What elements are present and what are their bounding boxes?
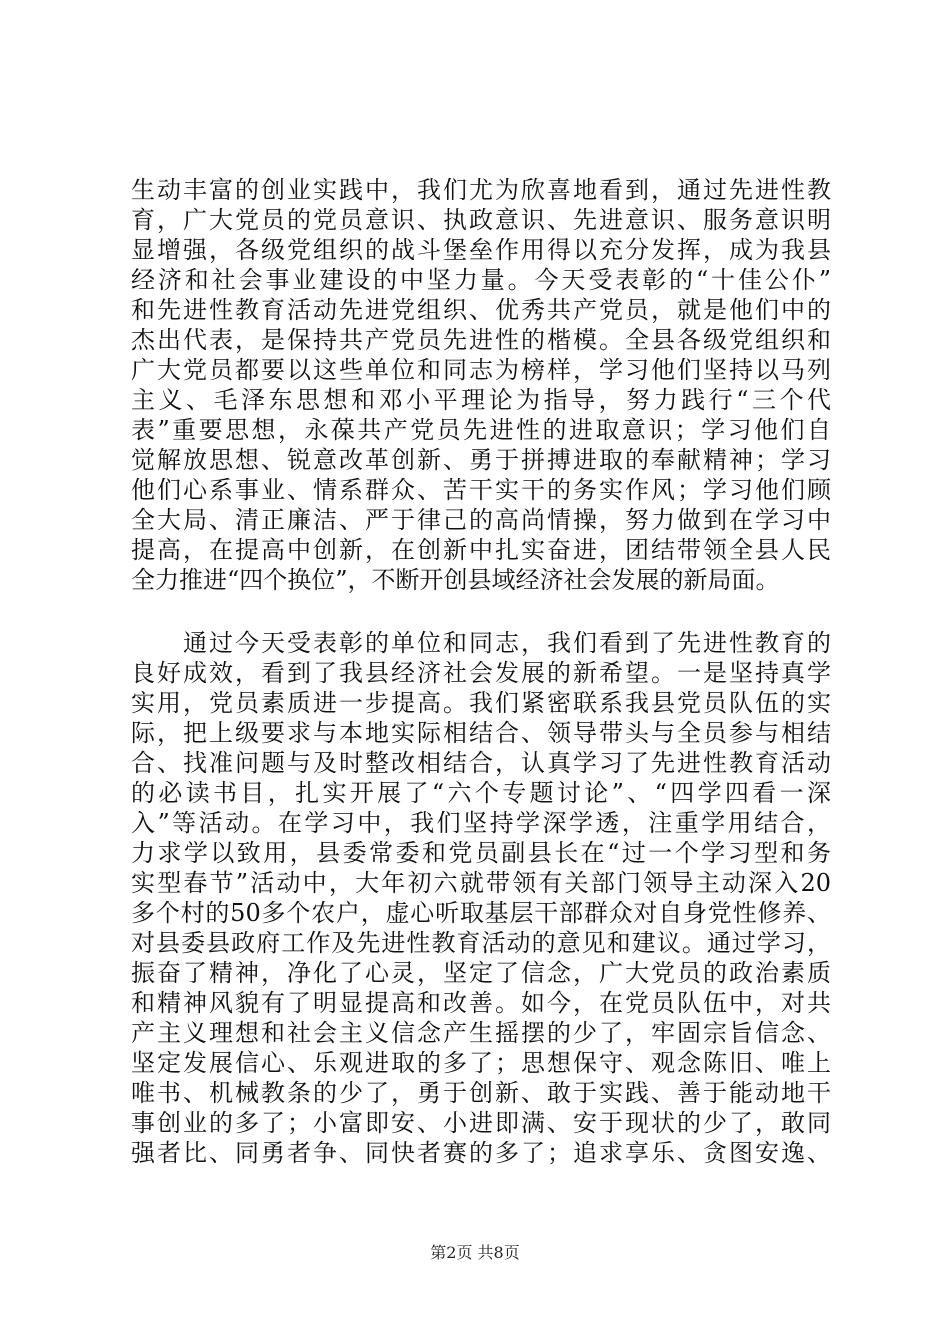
text-line: 经济和社会事业建设的中坚力量。今天受表彰的“十佳公仆” <box>131 266 831 294</box>
text-line: 入”等活动。在学习中，我们坚持学深学透，注重学用结合， <box>131 809 831 837</box>
text-line: 显增强，各级党组织的战斗堡垒作用得以充分发挥，成为我县 <box>131 236 831 264</box>
page-number-footer: 第2页 共8页 <box>430 1243 520 1262</box>
text-line: 强者比、同勇者争、同快者赛的多了；追求享乐、贪图安逸、 <box>131 1139 831 1167</box>
text-line: 广大党员都要以这些单位和同志为榜样，学习他们坚持以马列 <box>131 356 831 384</box>
text-line: 产主义理想和社会主义信念产生摇摆的少了，牢固宗旨信念、 <box>131 1019 831 1047</box>
text-line: 良好成效，看到了我县经济社会发展的新希望。一是坚持真学 <box>131 659 831 687</box>
text-line: 主义、毛泽东思想和邓小平理论为指导，努力践行“三个代 <box>131 386 831 414</box>
text-line: 事创业的多了；小富即安、小进即满、安于现状的少了，敢同 <box>131 1109 831 1137</box>
text-line: 坚定发展信心、乐观进取的多了；思想保守、观念陈旧、唯上 <box>131 1049 831 1077</box>
text-line: 振奋了精神，净化了心灵，坚定了信念，广大党员的政治素质 <box>131 959 831 987</box>
text-line: 和精神风貌有了明显提高和改善。如今，在党员队伍中，对共 <box>131 989 831 1017</box>
text-line: 全大局、清正廉洁、严于律己的高尚情操，努力做到在学习中 <box>131 506 831 534</box>
body-paragraph-2 <box>131 628 831 1168</box>
text-line: 多个村的50多个农户，虚心听取基层干部群众对自身党性修养、 <box>131 899 831 927</box>
text-line: 力求学以致用，县委常委和党员副县长在“过一个学习型和务 <box>131 839 831 867</box>
text-line: 杰出代表，是保持共产党员先进性的楷模。全县各级党组织和 <box>131 326 831 354</box>
body-paragraph-1 <box>131 175 831 595</box>
text-line: 觉解放思想、锐意改革创新、勇于拼搏进取的奉献精神；学习 <box>131 446 831 474</box>
text-line: 际，把上级要求与本地实际相结合、领导带头与全员参与相结 <box>131 719 831 747</box>
text-line: 育，广大党员的党员意识、执政意识、先进意识、服务意识明 <box>131 206 831 234</box>
text-line: 实用，党员素质进一步提高。我们紧密联系我县党员队伍的实 <box>131 689 831 717</box>
text-line: 合、找准问题与及时整改相结合，认真学习了先进性教育活动 <box>131 749 831 777</box>
text-line: 他们心系事业、情系群众、苦干实干的务实作风；学习他们顾 <box>131 476 831 504</box>
text-line: 实型春节”活动中，大年初六就带领有关部门领导主动深入20 <box>131 869 831 897</box>
text-line: 对县委县政府工作及先进性教育活动的意见和建议。通过学习， <box>131 929 831 957</box>
text-line: 通过今天受表彰的单位和同志，我们看到了先进性教育的 <box>183 629 831 657</box>
text-line: 全力推进“四个换位”，不断开创县域经济社会发展的新局面。 <box>131 566 780 594</box>
text-line: 和先进性教育活动先进党组织、优秀共产党员，就是他们中的 <box>131 296 831 324</box>
text-line: 提高，在提高中创新，在创新中扎实奋进，团结带领全县人民 <box>131 536 831 564</box>
text-line: 唯书、机械教条的少了，勇于创新、敢于实践、善于能动地干 <box>131 1079 831 1107</box>
text-line: 的必读书目，扎实开展了“六个专题讨论”、“四学四看一深 <box>131 779 831 807</box>
text-line: 生动丰富的创业实践中，我们尤为欣喜地看到，通过先进性教 <box>131 176 831 204</box>
text-line: 表”重要思想，永葆共产党员先进性的进取意识；学习他们自 <box>131 416 831 444</box>
